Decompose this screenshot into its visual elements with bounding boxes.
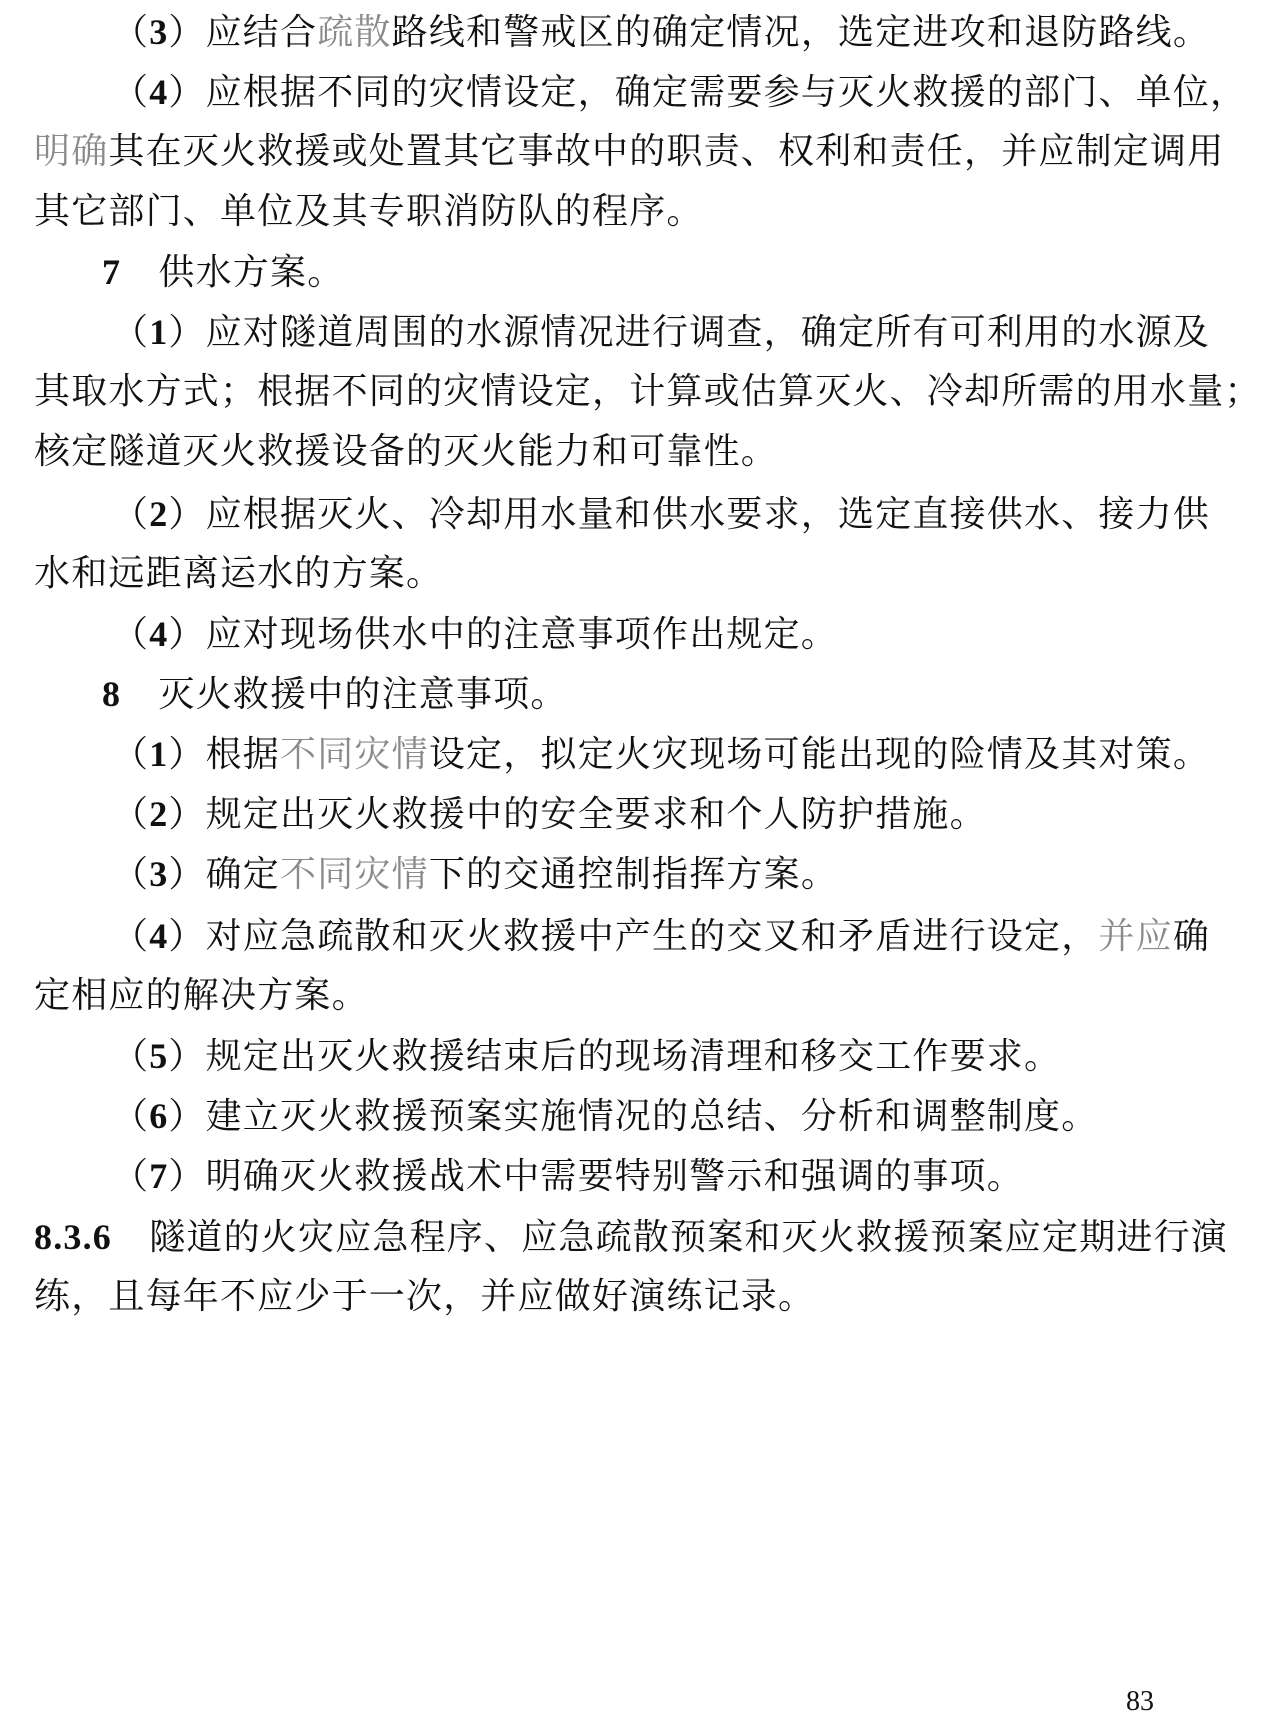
text-line-item-7-warnings [112, 1152, 1024, 1201]
text-segment: ）规定出灭火救援中的安全要求和个人防护措施。 [168, 794, 987, 835]
text-segment: ）应对隧道周围的水源情况进行调查，确定所有可利用的水源及 [168, 312, 1211, 353]
text-segment: 水和远距离运水的方案。 [34, 553, 444, 594]
highlighted-text: 并应 [1098, 916, 1173, 957]
highlighted-text: 不同灾情 [280, 734, 429, 775]
text-segment: ）应对现场供水中的注意事项作出规定。 [168, 614, 839, 655]
bracket-open: （ [112, 1156, 150, 1197]
item-number: 7 [149, 1156, 169, 1196]
section-heading-7 [102, 248, 344, 297]
text-segment: ）建立灭火救援预案实施情况的总结、分析和调整制度。 [168, 1096, 1099, 1137]
section-heading-8 [102, 670, 568, 719]
bracket-open: （ [112, 1036, 150, 1077]
bracket-open: （ [112, 312, 150, 353]
text-line-item-3-traffic [112, 850, 838, 899]
text-line-item-1-water-source [112, 308, 1210, 357]
text-line-continuation [34, 972, 369, 1020]
text-segment: ）规定出灭火救援结束后的现场清理和移交工作要求。 [168, 1036, 1062, 1077]
text-line-continuation [34, 128, 1224, 176]
item-number: 1 [149, 312, 169, 352]
text-line-continuation [34, 550, 443, 598]
text-segment: ）根据 [168, 734, 281, 775]
item-number: 3 [149, 854, 169, 894]
text-line-continuation [34, 1273, 815, 1321]
text-segment: ）应结合 [168, 12, 318, 53]
text-segment: 核定隧道灭火救援设备的灭火能力和可靠性。 [34, 431, 779, 472]
text-segment: 下的交通控制指挥方案。 [428, 854, 839, 895]
clause-number: 8.3.6 [34, 1217, 112, 1257]
section-number: 8 [102, 674, 122, 714]
item-number: 4 [149, 72, 169, 112]
item-number: 5 [149, 1036, 169, 1076]
text-line-continuation [34, 368, 1262, 416]
bracket-open: （ [112, 614, 150, 655]
bracket-open: （ [112, 12, 150, 53]
text-line-item-6-review [112, 1092, 1098, 1141]
text-segment: 确 [1172, 916, 1211, 957]
bracket-open: （ [112, 854, 150, 895]
text-segment: 练，且每年不应少于一次，并应做好演练记录。 [34, 1276, 816, 1317]
clause-8-3-6 [34, 1213, 1228, 1262]
text-segment: 其它部门、单位及其专职消防队的程序。 [34, 191, 704, 232]
text-line-continuation [34, 428, 778, 476]
section-title: 灭火救援中的注意事项。 [121, 674, 568, 715]
text-line-item-3-evacuation-route [112, 8, 1210, 57]
section-number: 7 [102, 252, 122, 292]
text-line-item-2-safety [112, 790, 987, 839]
text-segment: 定相应的解决方案。 [34, 975, 369, 1016]
item-number: 3 [149, 12, 169, 52]
page-number: 83 [1126, 1686, 1154, 1717]
text-line-item-4-conflicts [112, 912, 1210, 961]
text-line-continuation [34, 188, 704, 236]
text-line-item-4-notes [112, 610, 838, 659]
item-number: 1 [149, 734, 169, 774]
bracket-open: （ [112, 734, 150, 775]
item-number: 4 [149, 916, 169, 956]
text-segment: ）明确灭火救援战术中需要特别警示和强调的事项。 [168, 1156, 1025, 1197]
highlighted-text: 疏散 [317, 12, 392, 53]
item-number: 6 [149, 1096, 169, 1136]
item-number: 4 [149, 614, 169, 654]
text-segment: 设定，拟定火灾现场可能出现的险情及其对策。 [428, 734, 1211, 775]
bracket-open: （ [112, 916, 150, 957]
text-segment: 其在灭火救援或处置其它事故中的职责、权利和责任，并应制定调用 [108, 131, 1225, 172]
text-line-item-2-water-supply [112, 490, 1210, 539]
text-line-item-4-departments [112, 68, 1247, 117]
text-line-item-1-hazards [112, 730, 1210, 779]
text-segment: 隧道的火灾应急程序、应急疏散预案和灭火救援预案应定期进行演 [112, 1217, 1229, 1258]
text-segment: 其取水方式；根据不同的灾情设定，计算或估算灭火、冷却所需的用水量； [34, 371, 1262, 412]
text-line-item-5-cleanup [112, 1032, 1061, 1081]
highlighted-text: 明确 [34, 131, 109, 172]
bracket-open: （ [112, 72, 150, 113]
highlighted-text: 不同灾情 [280, 854, 429, 895]
text-segment: 路线和警戒区的确定情况，选定进攻和退防路线。 [391, 12, 1211, 53]
text-segment: ）确定 [168, 854, 281, 895]
bracket-open: （ [112, 1096, 150, 1137]
text-segment: ）应根据灭火、冷却用水量和供水要求，选定直接供水、接力供 [168, 494, 1211, 535]
item-number: 2 [149, 794, 169, 834]
text-segment: ）应根据不同的灾情设定，确定需要参与灭火救援的部门、单位， [168, 72, 1248, 113]
section-title: 供水方案。 [121, 252, 345, 293]
text-segment: ）对应急疏散和灭火救援中产生的交叉和矛盾进行设定， [168, 916, 1099, 957]
item-number: 2 [149, 494, 169, 534]
bracket-open: （ [112, 494, 150, 535]
bracket-open: （ [112, 794, 150, 835]
